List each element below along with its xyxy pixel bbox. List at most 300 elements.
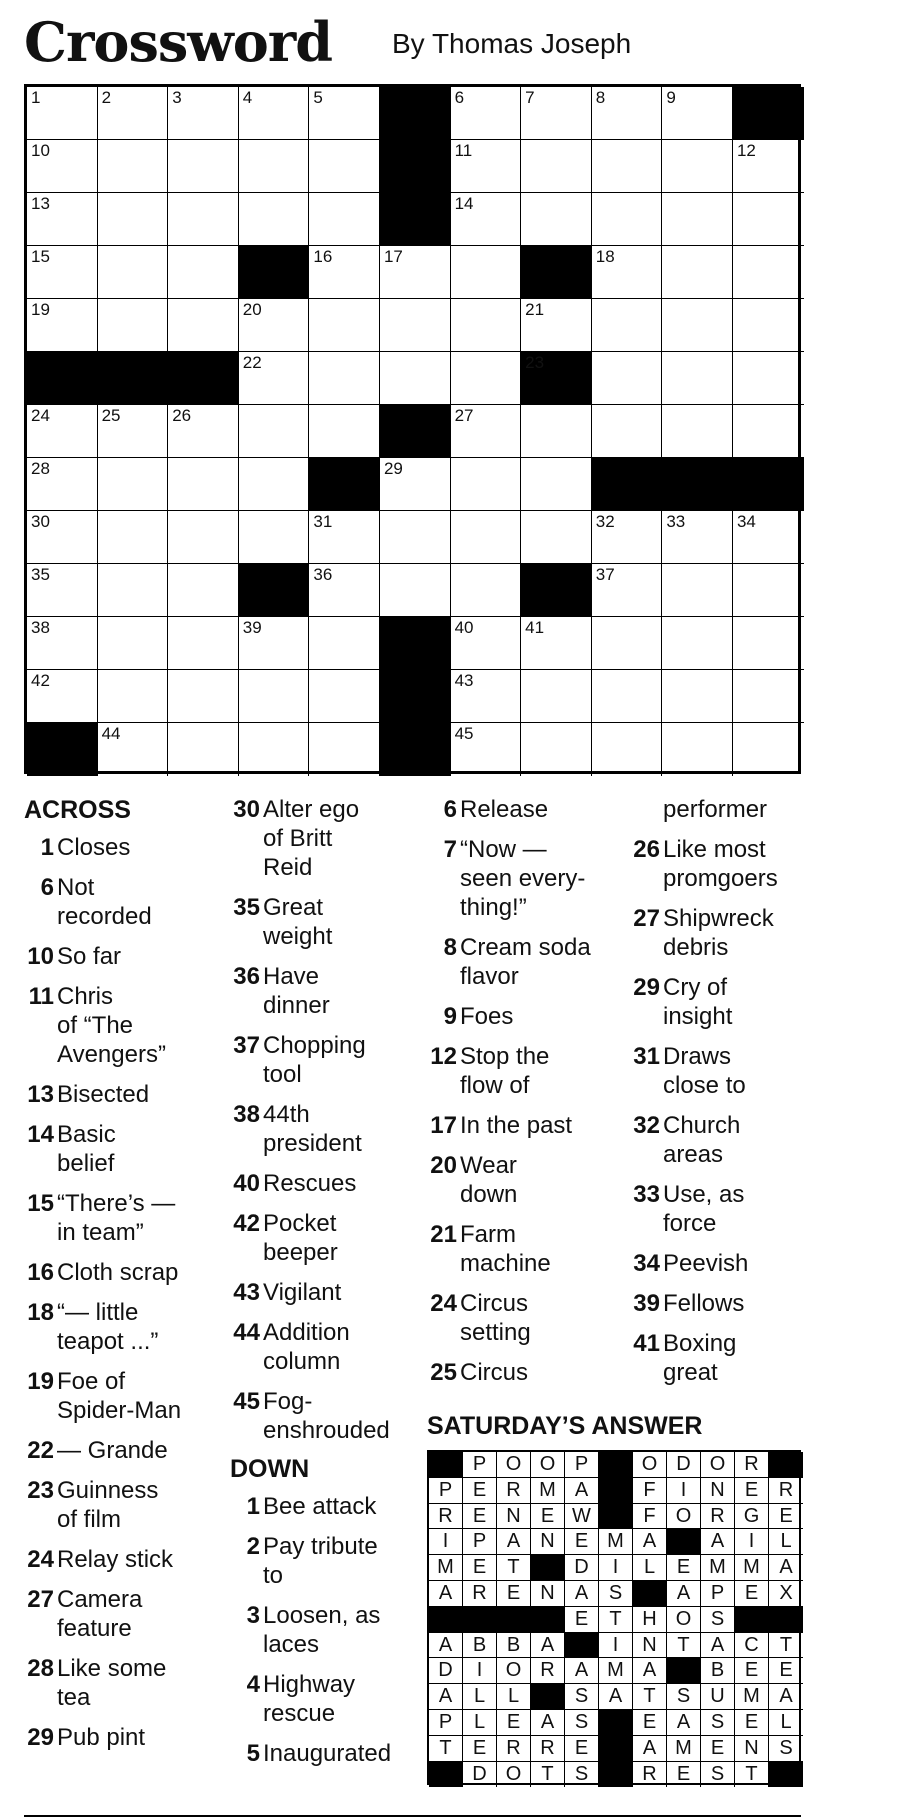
cell-number: 30: [31, 512, 50, 531]
answer-letter: M: [429, 1555, 463, 1581]
cell-number: 16: [313, 247, 333, 266]
cell-number: 28: [31, 459, 50, 478]
answer-letter: L: [497, 1684, 531, 1710]
grid-cell[interactable]: [168, 458, 239, 511]
answer-letter: E: [735, 1710, 769, 1736]
answer-letter: N: [531, 1581, 565, 1607]
cell-number: 7: [525, 88, 535, 107]
grid-cell[interactable]: [451, 617, 522, 670]
clue-text: Guinness of film: [57, 1477, 159, 1533]
clue: [24, 1258, 224, 1287]
cell-number: 32: [595, 512, 615, 531]
answer-letter: A: [701, 1633, 735, 1659]
grid-cell[interactable]: [239, 405, 310, 458]
grid-cell[interactable]: [309, 405, 380, 458]
grid-cell[interactable]: [98, 299, 169, 352]
grid-cell[interactable]: [662, 617, 733, 670]
grid-cell[interactable]: [733, 193, 804, 246]
answer-letter: T: [429, 1736, 463, 1762]
clue-text: Great weight: [263, 894, 333, 950]
grid-cell[interactable]: [168, 564, 239, 617]
grid-cell[interactable]: [451, 458, 522, 511]
grid-cell[interactable]: [168, 193, 239, 246]
clue-number: 31: [633, 1043, 660, 1070]
grid-cell[interactable]: [309, 299, 380, 352]
answer-letter: U: [701, 1684, 735, 1710]
clue-text: “— little teapot ...”: [57, 1299, 159, 1355]
grid-cell[interactable]: [98, 405, 169, 458]
clue-number: 1: [246, 1493, 260, 1520]
answer-black-square: [769, 1607, 803, 1633]
answer-letter: A: [667, 1710, 701, 1736]
grid-cell[interactable]: [662, 405, 733, 458]
grid-cell[interactable]: [98, 670, 169, 723]
answer-black-square: [769, 1452, 803, 1478]
clue: [24, 833, 224, 862]
grid-cell[interactable]: [27, 246, 98, 299]
answer-black-square: [667, 1658, 701, 1684]
cell-number: 3: [172, 88, 182, 107]
black-square: [380, 193, 451, 246]
clue-number: 26: [633, 836, 660, 863]
grid-cell[interactable]: [27, 193, 98, 246]
answer-letter: B: [463, 1633, 497, 1659]
answer-letter: A: [633, 1658, 667, 1684]
grid-cell[interactable]: [239, 87, 310, 140]
black-square: [380, 723, 451, 776]
answer-letter: H: [633, 1607, 667, 1633]
clue-text: Have dinner: [263, 963, 330, 1019]
grid-cell[interactable]: [733, 564, 804, 617]
answer-letter: N: [735, 1736, 769, 1762]
clue: [230, 1492, 425, 1521]
grid-cell[interactable]: [168, 246, 239, 299]
clue-number: 20: [430, 1152, 457, 1179]
clue-number: 19: [27, 1368, 54, 1395]
clue-text: Rescues: [263, 1170, 357, 1197]
clue: [630, 1111, 820, 1169]
grid-cell[interactable]: [309, 723, 380, 776]
clue-text: Stop the flow of: [460, 1043, 550, 1099]
answer-letter: L: [769, 1710, 803, 1736]
grid-cell[interactable]: [239, 352, 310, 405]
clue-text: Vigilant: [263, 1279, 342, 1306]
answer-letter: R: [497, 1478, 531, 1504]
clue-number: 41: [633, 1330, 660, 1357]
answer-black-square: [599, 1710, 633, 1736]
grid-cell[interactable]: [733, 299, 804, 352]
down-column-2: [630, 795, 820, 1398]
grid-cell[interactable]: [27, 405, 98, 458]
answer-letter: S: [565, 1710, 599, 1736]
clue-number: 24: [27, 1546, 54, 1573]
clue-text: Circus setting: [460, 1290, 531, 1346]
grid-cell[interactable]: [592, 511, 663, 564]
cell-number: 23: [525, 353, 545, 372]
grid-cell[interactable]: [380, 246, 451, 299]
divider: [24, 1815, 801, 1817]
clue: [630, 835, 820, 893]
black-square: [27, 723, 98, 776]
clue-number: 13: [27, 1081, 54, 1108]
cell-number: 27: [454, 406, 474, 425]
grid-cell[interactable]: [98, 87, 169, 140]
grid-cell[interactable]: [98, 246, 169, 299]
grid-cell[interactable]: [27, 564, 98, 617]
grid-cell[interactable]: [451, 140, 522, 193]
answer-black-square: [565, 1633, 599, 1659]
answer-letter: E: [565, 1529, 599, 1555]
answer-letter: E: [497, 1710, 531, 1736]
clue-number: 1: [40, 834, 54, 861]
black-square: [592, 458, 663, 511]
grid-cell[interactable]: [451, 352, 522, 405]
crossword-grid: [24, 84, 801, 774]
grid-cell[interactable]: [592, 352, 663, 405]
grid-cell[interactable]: [27, 299, 98, 352]
grid-cell[interactable]: [733, 140, 804, 193]
clue: [230, 1532, 425, 1590]
grid-cell[interactable]: [592, 670, 663, 723]
answer-letter: R: [701, 1504, 735, 1530]
clue-text: — Grande: [57, 1437, 168, 1464]
grid-cell[interactable]: [733, 246, 804, 299]
answer-letter: A: [769, 1684, 803, 1710]
clue-number: 29: [27, 1724, 54, 1751]
grid-cell[interactable]: [309, 352, 380, 405]
grid-cell[interactable]: [592, 193, 663, 246]
grid-cell[interactable]: [168, 87, 239, 140]
grid-cell[interactable]: [521, 723, 592, 776]
clue: [24, 873, 224, 931]
answer-letter: O: [497, 1452, 531, 1478]
answer-letter: T: [599, 1607, 633, 1633]
black-square: [733, 87, 804, 140]
grid-cell[interactable]: [380, 299, 451, 352]
answer-letter: R: [497, 1736, 531, 1762]
clue: [230, 1031, 425, 1089]
clue: [24, 1723, 224, 1752]
cell-number: 14: [454, 194, 474, 213]
grid-cell[interactable]: [27, 511, 98, 564]
grid-cell[interactable]: [592, 299, 663, 352]
grid-cell[interactable]: [592, 405, 663, 458]
grid-cell[interactable]: [380, 352, 451, 405]
grid-cell[interactable]: [521, 299, 592, 352]
grid-cell[interactable]: [168, 511, 239, 564]
answer-letter: M: [599, 1529, 633, 1555]
grid-cell[interactable]: [168, 140, 239, 193]
clue: [24, 1120, 224, 1178]
grid-cell[interactable]: [662, 352, 733, 405]
grid-cell[interactable]: [168, 670, 239, 723]
cell-number: 2: [101, 88, 112, 107]
answer-letter: I: [599, 1633, 633, 1659]
grid-cell[interactable]: [592, 246, 663, 299]
clue: [630, 973, 820, 1031]
grid-cell[interactable]: [309, 617, 380, 670]
clue-text: Pub pint: [57, 1724, 146, 1751]
answer-letter: E: [565, 1607, 599, 1633]
grid-cell[interactable]: [662, 193, 733, 246]
grid-cell[interactable]: [239, 193, 310, 246]
clue-text: In the past: [460, 1112, 573, 1139]
grid-cell[interactable]: [733, 617, 804, 670]
answer-letter: G: [735, 1504, 769, 1530]
grid-cell[interactable]: [521, 193, 592, 246]
answer-letter: A: [531, 1710, 565, 1736]
across-column-1: [24, 795, 224, 1763]
grid-cell[interactable]: [98, 193, 169, 246]
answer-black-square: [497, 1607, 531, 1633]
clue: [427, 1002, 617, 1031]
cell-number: 42: [31, 671, 50, 690]
answer-letter: E: [565, 1736, 599, 1762]
answer-black-square: [599, 1736, 633, 1762]
grid-cell[interactable]: [98, 723, 169, 776]
grid-cell[interactable]: [27, 670, 98, 723]
cell-number: 35: [31, 565, 50, 584]
answer-letter: A: [633, 1736, 667, 1762]
grid-cell[interactable]: [592, 617, 663, 670]
clue: [230, 962, 425, 1020]
clue: [630, 1180, 820, 1238]
grid-cell[interactable]: [451, 87, 522, 140]
clue-text: Chopping tool: [263, 1032, 366, 1088]
down-header: DOWN: [230, 1455, 310, 1483]
clue-number: 39: [633, 1290, 660, 1317]
grid-cell[interactable]: [309, 87, 380, 140]
clue: [427, 1111, 617, 1140]
clue: [230, 1169, 425, 1198]
clue-number: 22: [27, 1437, 54, 1464]
answer-letter: R: [531, 1658, 565, 1684]
answer-letter: S: [565, 1762, 599, 1788]
clue-text: 44th president: [263, 1101, 362, 1157]
grid-cell[interactable]: [309, 193, 380, 246]
cell-number: 6: [454, 88, 465, 107]
answer-letter: S: [701, 1710, 735, 1736]
grid-cell[interactable]: [592, 87, 663, 140]
clue: [24, 942, 224, 971]
clue-text: Circus: [460, 1359, 529, 1386]
grid-cell[interactable]: [98, 564, 169, 617]
grid-cell[interactable]: [98, 140, 169, 193]
grid-cell[interactable]: [662, 564, 733, 617]
clue: [427, 1220, 617, 1278]
clue-text: Cloth scrap: [57, 1259, 179, 1286]
grid-cell[interactable]: [662, 723, 733, 776]
grid-cell[interactable]: [521, 670, 592, 723]
grid-cell[interactable]: [662, 299, 733, 352]
answer-black-square: [531, 1607, 565, 1633]
clue-number: 21: [430, 1221, 457, 1248]
grid-cell[interactable]: [380, 458, 451, 511]
grid-cell[interactable]: [451, 405, 522, 458]
grid-cell[interactable]: [309, 140, 380, 193]
answer-letter: R: [463, 1581, 497, 1607]
answer-letter: T: [735, 1762, 769, 1788]
cell-number: 5: [313, 88, 323, 107]
grid-cell[interactable]: [451, 723, 522, 776]
clue-text: Basic belief: [57, 1121, 116, 1177]
clue-number: 23: [27, 1477, 54, 1504]
clue-number: 29: [633, 974, 660, 1001]
grid-cell[interactable]: [309, 246, 380, 299]
answer-letter: B: [701, 1658, 735, 1684]
grid-cell[interactable]: [733, 511, 804, 564]
answer-letter: R: [429, 1504, 463, 1530]
answer-letter: P: [701, 1581, 735, 1607]
grid-cell[interactable]: [27, 87, 98, 140]
grid-cell[interactable]: [662, 87, 733, 140]
answer-letter: O: [497, 1658, 531, 1684]
grid-cell[interactable]: [592, 564, 663, 617]
answer-letter: X: [769, 1581, 803, 1607]
grid-cell[interactable]: [521, 87, 592, 140]
answer-letter: P: [429, 1478, 463, 1504]
answer-letter: E: [769, 1658, 803, 1684]
grid-cell[interactable]: [239, 670, 310, 723]
cell-number: 11: [454, 141, 473, 160]
answer-letter: M: [599, 1658, 633, 1684]
grid-cell[interactable]: [380, 511, 451, 564]
grid-cell[interactable]: [662, 511, 733, 564]
answer-letter: M: [667, 1736, 701, 1762]
clue-number: 6: [443, 796, 457, 823]
grid-cell[interactable]: [309, 564, 380, 617]
grid-cell[interactable]: [521, 140, 592, 193]
grid-cell[interactable]: [239, 617, 310, 670]
grid-cell[interactable]: [662, 670, 733, 723]
answer-letter: N: [701, 1478, 735, 1504]
grid-cell[interactable]: [451, 564, 522, 617]
clue-text: Fellows: [663, 1290, 745, 1317]
clue-number: 34: [633, 1250, 660, 1277]
clue-number: 11: [28, 983, 54, 1010]
grid-cell[interactable]: [168, 617, 239, 670]
answer-letter: S: [701, 1607, 735, 1633]
grid-cell[interactable]: [239, 723, 310, 776]
grid-cell[interactable]: [98, 511, 169, 564]
cell-number: 26: [172, 406, 192, 425]
grid-cell[interactable]: [168, 723, 239, 776]
grid-cell[interactable]: [451, 299, 522, 352]
answer-letter: M: [735, 1555, 769, 1581]
answer-letter: P: [463, 1452, 497, 1478]
grid-cell[interactable]: [451, 246, 522, 299]
answer-letter: A: [633, 1529, 667, 1555]
clue-text: Closes: [57, 834, 131, 861]
clue-number: 7: [443, 836, 457, 863]
answer-letter: M: [531, 1478, 565, 1504]
grid-cell[interactable]: [733, 405, 804, 458]
grid-cell[interactable]: [521, 617, 592, 670]
clue: [427, 795, 617, 824]
clue: [24, 1367, 224, 1425]
clue-number: 15: [27, 1190, 54, 1217]
clue-number: 18: [27, 1299, 54, 1326]
grid-cell[interactable]: [27, 140, 98, 193]
answer-letter: I: [429, 1529, 463, 1555]
grid-cell[interactable]: [239, 458, 310, 511]
grid-cell[interactable]: [451, 193, 522, 246]
grid-cell[interactable]: [521, 511, 592, 564]
grid-cell[interactable]: [98, 617, 169, 670]
clue-text: Loosen, as laces: [263, 1602, 381, 1658]
grid-cell[interactable]: [451, 670, 522, 723]
answer-letter: A: [599, 1684, 633, 1710]
clue-text: Cry of insight: [663, 974, 733, 1030]
grid-cell[interactable]: [380, 564, 451, 617]
cell-number: 9: [666, 88, 676, 107]
grid-cell[interactable]: [592, 140, 663, 193]
cell-number: 19: [31, 300, 50, 319]
answer-letter: A: [769, 1555, 803, 1581]
grid-cell[interactable]: [168, 299, 239, 352]
clue-text: “There’s — in team”: [57, 1190, 176, 1246]
byline: By Thomas Joseph: [392, 28, 632, 59]
grid-cell[interactable]: [239, 299, 310, 352]
clue-number: 45: [233, 1388, 260, 1415]
clue-text: Farm machine: [460, 1221, 551, 1277]
grid-cell[interactable]: [309, 670, 380, 723]
clue-text: Alter ego of Britt Reid: [263, 796, 360, 881]
clue-text: Chris of “The Avengers”: [57, 983, 166, 1068]
answer-letter: E: [667, 1762, 701, 1788]
clue: [630, 1329, 820, 1387]
grid-cell[interactable]: [733, 670, 804, 723]
grid-cell[interactable]: [521, 405, 592, 458]
black-square: [380, 617, 451, 670]
grid-cell[interactable]: [662, 140, 733, 193]
answer-letter: P: [463, 1529, 497, 1555]
clue-number: 35: [233, 894, 260, 921]
grid-cell[interactable]: [168, 405, 239, 458]
clue: [427, 1358, 617, 1387]
grid-cell[interactable]: [27, 617, 98, 670]
answer-letter: A: [701, 1529, 735, 1555]
grid-cell[interactable]: [521, 458, 592, 511]
clue: [630, 1249, 820, 1278]
clue-number: 33: [633, 1181, 660, 1208]
clue: [630, 795, 820, 824]
grid-cell[interactable]: [239, 511, 310, 564]
answer-black-square: [531, 1684, 565, 1710]
grid-cell[interactable]: [733, 352, 804, 405]
grid-cell[interactable]: [309, 511, 380, 564]
answer-letter: A: [565, 1478, 599, 1504]
answer-letter: R: [531, 1736, 565, 1762]
clue-number: 2: [246, 1533, 260, 1560]
clue: [230, 1318, 425, 1376]
clue: [230, 1670, 425, 1728]
grid-cell[interactable]: [733, 723, 804, 776]
grid-cell[interactable]: [592, 723, 663, 776]
answer-title: SATURDAY’S ANSWER: [427, 1412, 703, 1440]
grid-cell[interactable]: [27, 458, 98, 511]
clue-number: 30: [233, 796, 260, 823]
grid-cell[interactable]: [662, 246, 733, 299]
clue-text: Foe of Spider-Man: [57, 1368, 182, 1424]
grid-cell[interactable]: [239, 140, 310, 193]
grid-cell[interactable]: [451, 511, 522, 564]
clue-text: Addition column: [263, 1319, 350, 1375]
clue-text: Highway rescue: [263, 1671, 356, 1727]
clue-text: Inaugurated: [263, 1740, 392, 1767]
grid-cell[interactable]: [98, 458, 169, 511]
answer-letter: E: [735, 1658, 769, 1684]
